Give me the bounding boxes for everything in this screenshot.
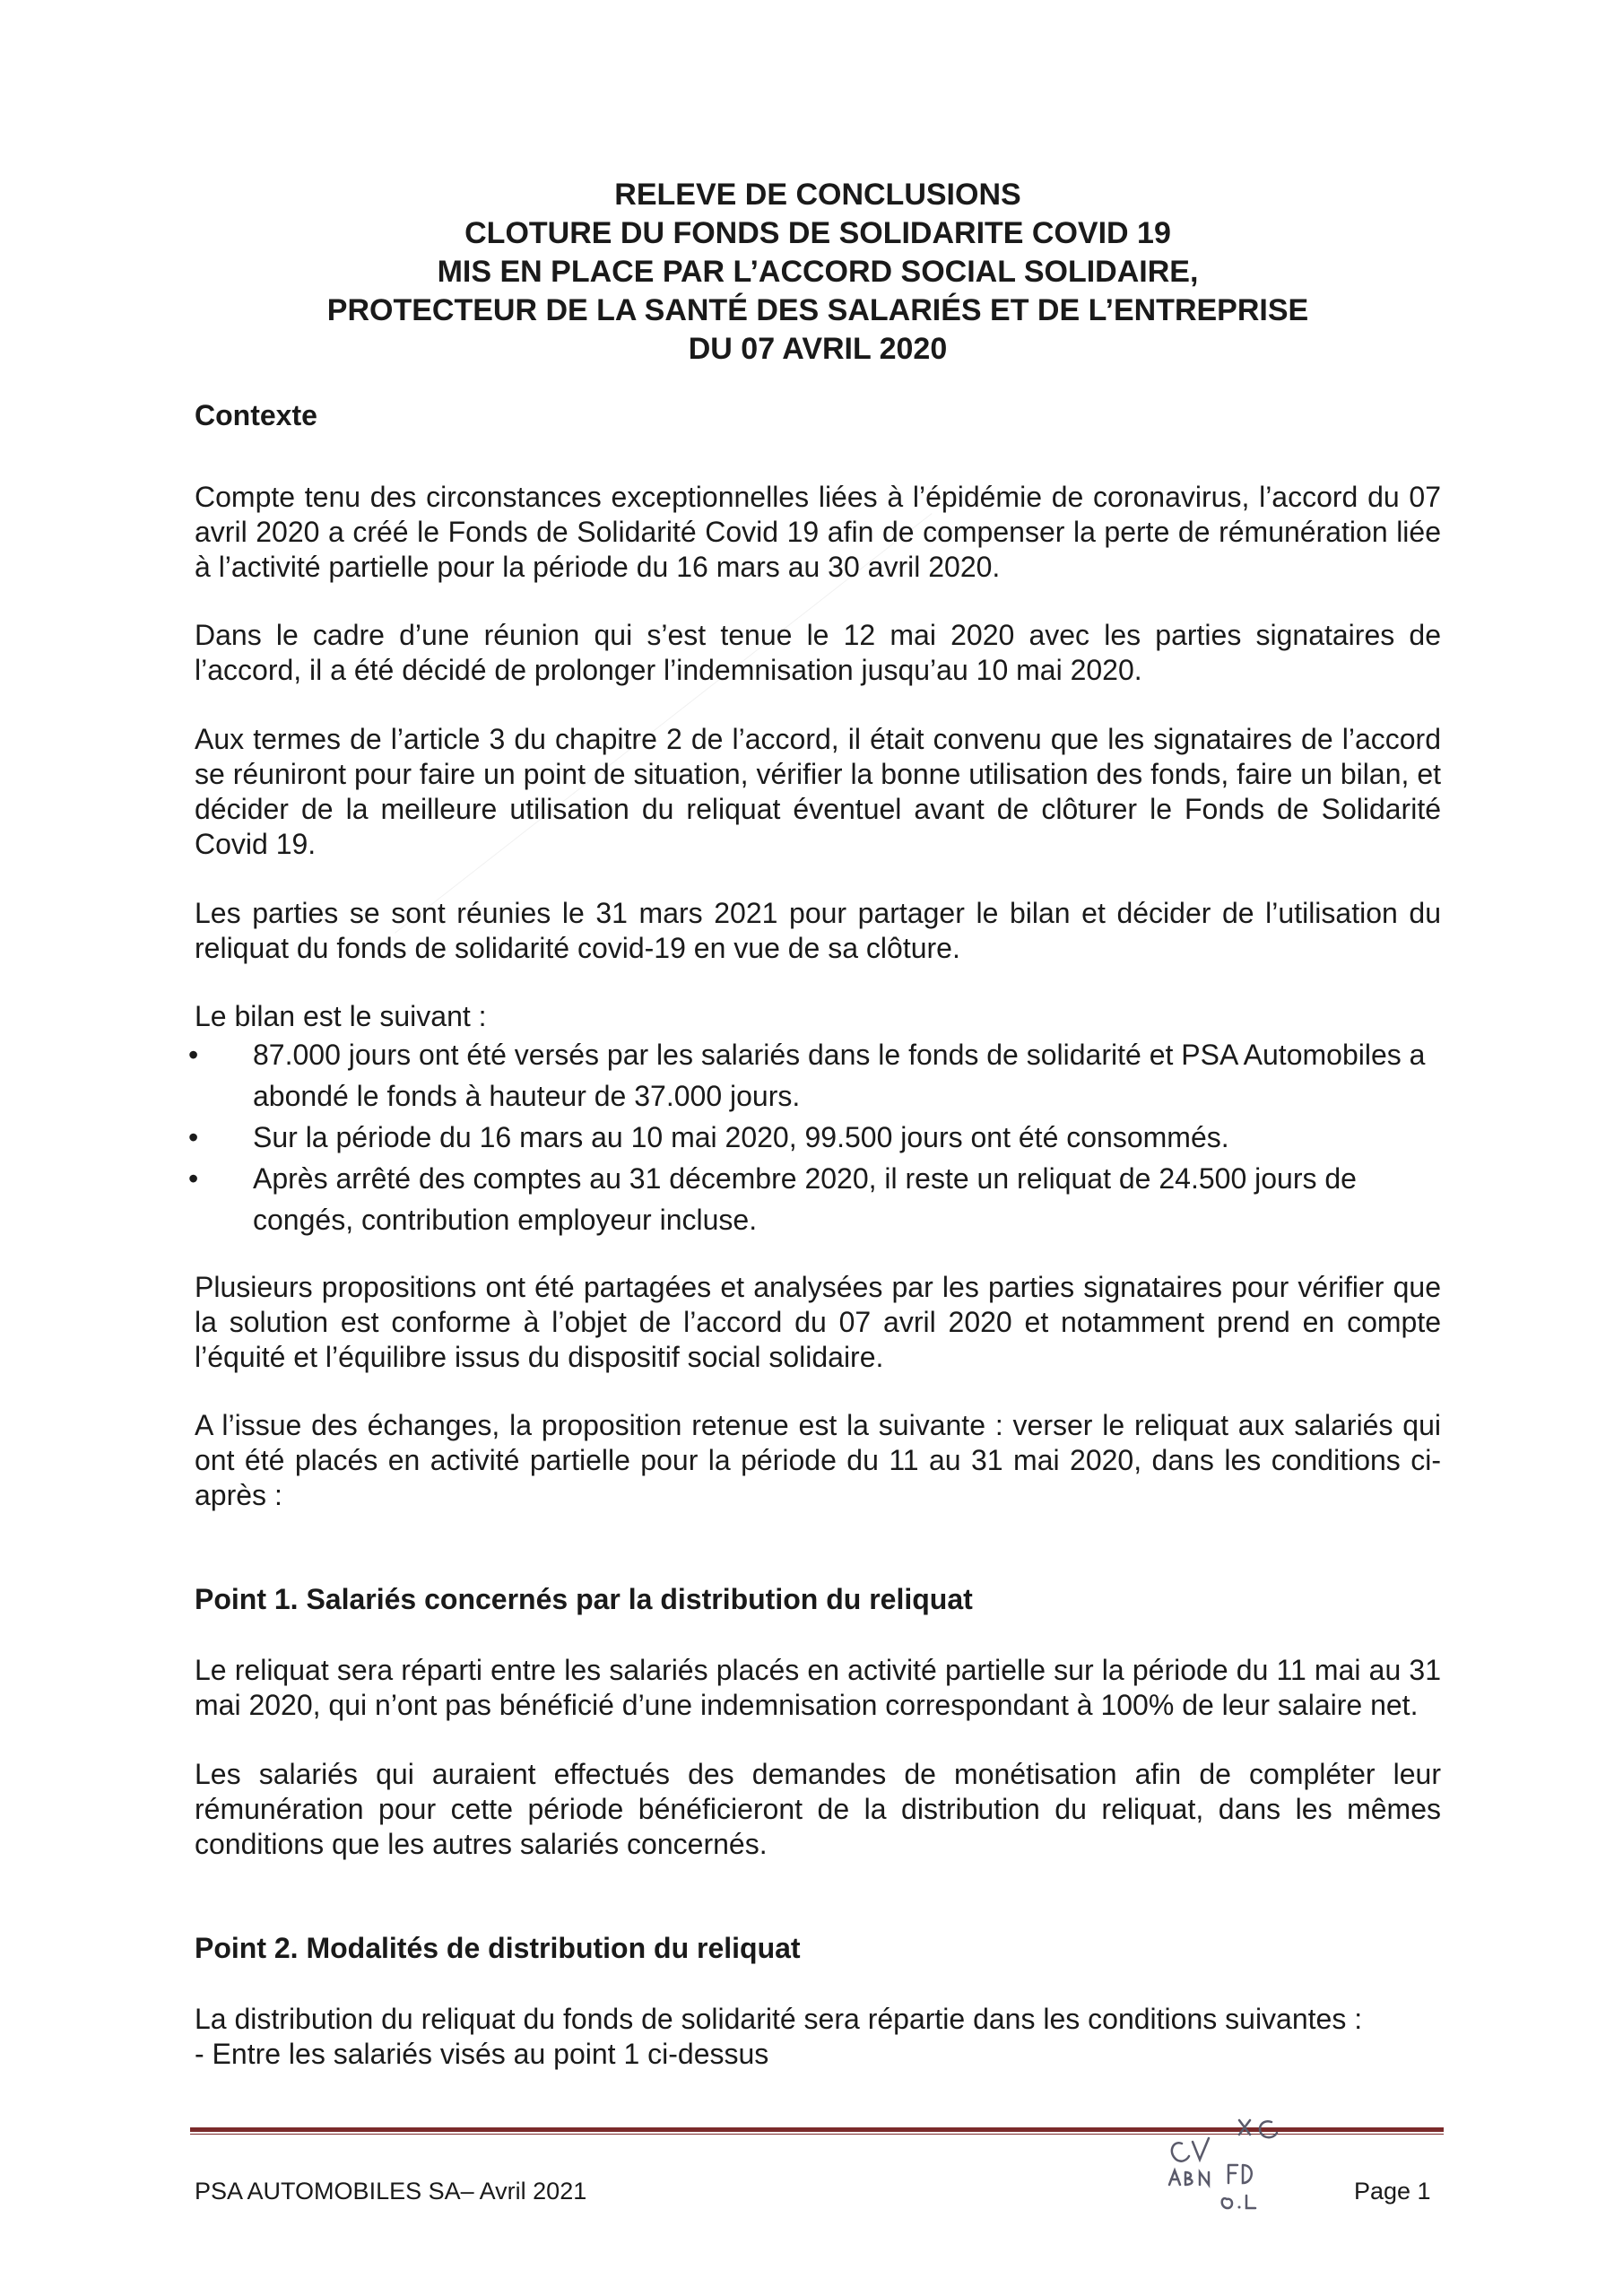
bilan-list: [188, 1034, 1441, 1240]
contexte-paragraph-3: Aux termes de l’article 3 du chapitre 2 de l’accord, il était convenu que les signataires de l’accord se réuniront pour faire un point de situation, vérifier la bonne utilisation des fonds, faire un bilan, et décider de la meilleure utilisation du reliquat éventuel avant de clôturer le Fonds de Solidarité Covid 19.: [195, 723, 1441, 860]
contexte-paragraph-1: Compte tenu des circonstances exceptionnelles liées à l’épidémie de coronavirus, l’accord du 07 avril 2020 a créé le Fonds de Solidarité Covid 19 afin de compenser la perte de rémunération liée à l’activité partielle pour la période du 16 mars au 30 avril 2020.: [195, 481, 1441, 583]
title-line-5: DU 07 AVRIL 2020: [688, 332, 948, 366]
contexte-paragraph-4: Les parties se sont réunies le 31 mars 2021 pour partager le bilan et décider de l’utilisation du reliquat du fonds de solidarité covid-19 en vue de sa clôture.: [195, 897, 1441, 964]
contexte-paragraph-6: A l’issue des échanges, la proposition retenue est la suivante : verser le reliquat aux salariés qui ont été placés en activité partielle pour la période du 11 au 31 mai 2020, dans les conditions ci-après :: [195, 1409, 1441, 1511]
contexte-paragraph-5: Plusieurs propositions ont été partagées et analysées par les parties signataires pour vérifier que la solution est conforme à l’objet de l’accord du 07 avril 2020 et notamment prend en compte l’équité et l’équilibre issus du dispositif social solidaire.: [195, 1271, 1441, 1373]
point1-paragraph-2: Les salariés qui auraient effectués des demandes de monétisation afin de compléter leur rémunération pour cette période bénéficieront de la distribution du reliquat, dans les mêmes conditions que les autres salariés concernés.: [195, 1758, 1441, 1860]
document-title: [195, 176, 1441, 369]
bilan-list-item: • 87.000 jours ont été versés par les salariés dans le fonds de solidarité et PSA Automobiles a abondé le fonds à hauteur de 37.000 jours.: [195, 1034, 1441, 1117]
bilan-list-item: • Sur la période du 16 mars au 10 mai 2020, 99.500 jours ont été consommés.: [195, 1117, 1441, 1158]
section-heading-point-1: Point 1. Salariés concernés par la distribution du reliquat: [195, 1583, 973, 1615]
section-heading-contexte: Contexte: [195, 399, 317, 431]
section-heading-point-2: Point 2. Modalités de distribution du reliquat: [195, 1932, 801, 1964]
footer-page-number: Page 1: [1354, 2178, 1431, 2205]
title-line-4: PROTECTEUR DE LA SANTÉ DES SALARIÉS ET DE L’ENTREPRISE: [326, 293, 1309, 327]
title-line-2: CLOTURE DU FONDS DE SOLIDARITE COVID 19: [464, 216, 1171, 250]
bilan-list-item: • Après arrêté des comptes au 31 décembre 2020, il reste un reliquat de 24.500 jours de congés, contribution employeur incluse.: [195, 1158, 1441, 1240]
point2-paragraph-2: - Entre les salariés visés au point 1 ci-dessus: [195, 2038, 769, 2070]
title-line-1: RELEVE DE CONCLUSIONS: [614, 178, 1021, 212]
handwritten-initials: [1157, 2108, 1318, 2215]
bilan-intro: Le bilan est le suivant :: [195, 1000, 487, 1032]
document-content: [188, 176, 1441, 2072]
contexte-paragraph-2: Dans le cadre d’une réunion qui s’est tenue le 12 mai 2020 avec les parties signataires de l’accord, il a été décidé de prolonger l’indemnisation jusqu’au 10 mai 2020.: [195, 619, 1441, 686]
bilan-list-item-text: Après arrêté des comptes au 31 décembre 2020, il reste un reliquat de 24.500 jours de congés, contribution employeur incluse.: [253, 1162, 1357, 1236]
footer-company: PSA AUTOMOBILES SA– Avril 2021: [195, 2178, 587, 2205]
bilan-list-item-text: 87.000 jours ont été versés par les salariés dans le fonds de solidarité et PSA Automobiles a abondé le fonds à hauteur de 37.000 jours.: [253, 1039, 1426, 1112]
title-line-3: MIS EN PLACE PAR L’ACCORD SOCIAL SOLIDAIRE,: [437, 255, 1199, 289]
bilan-list-item-text: Sur la période du 16 mars au 10 mai 2020, 99.500 jours ont été consommés.: [253, 1121, 1229, 1153]
point2-paragraph-1: La distribution du reliquat du fonds de solidarité sera répartie dans les conditions suivantes :: [195, 2003, 1363, 2035]
point1-paragraph-1: Le reliquat sera réparti entre les salariés placés en activité partielle sur la période du 11 mai au 31 mai 2020, qui n’ont pas bénéficié d’une indemnisation correspondant à 100% de leur salaire net.: [195, 1654, 1441, 1721]
